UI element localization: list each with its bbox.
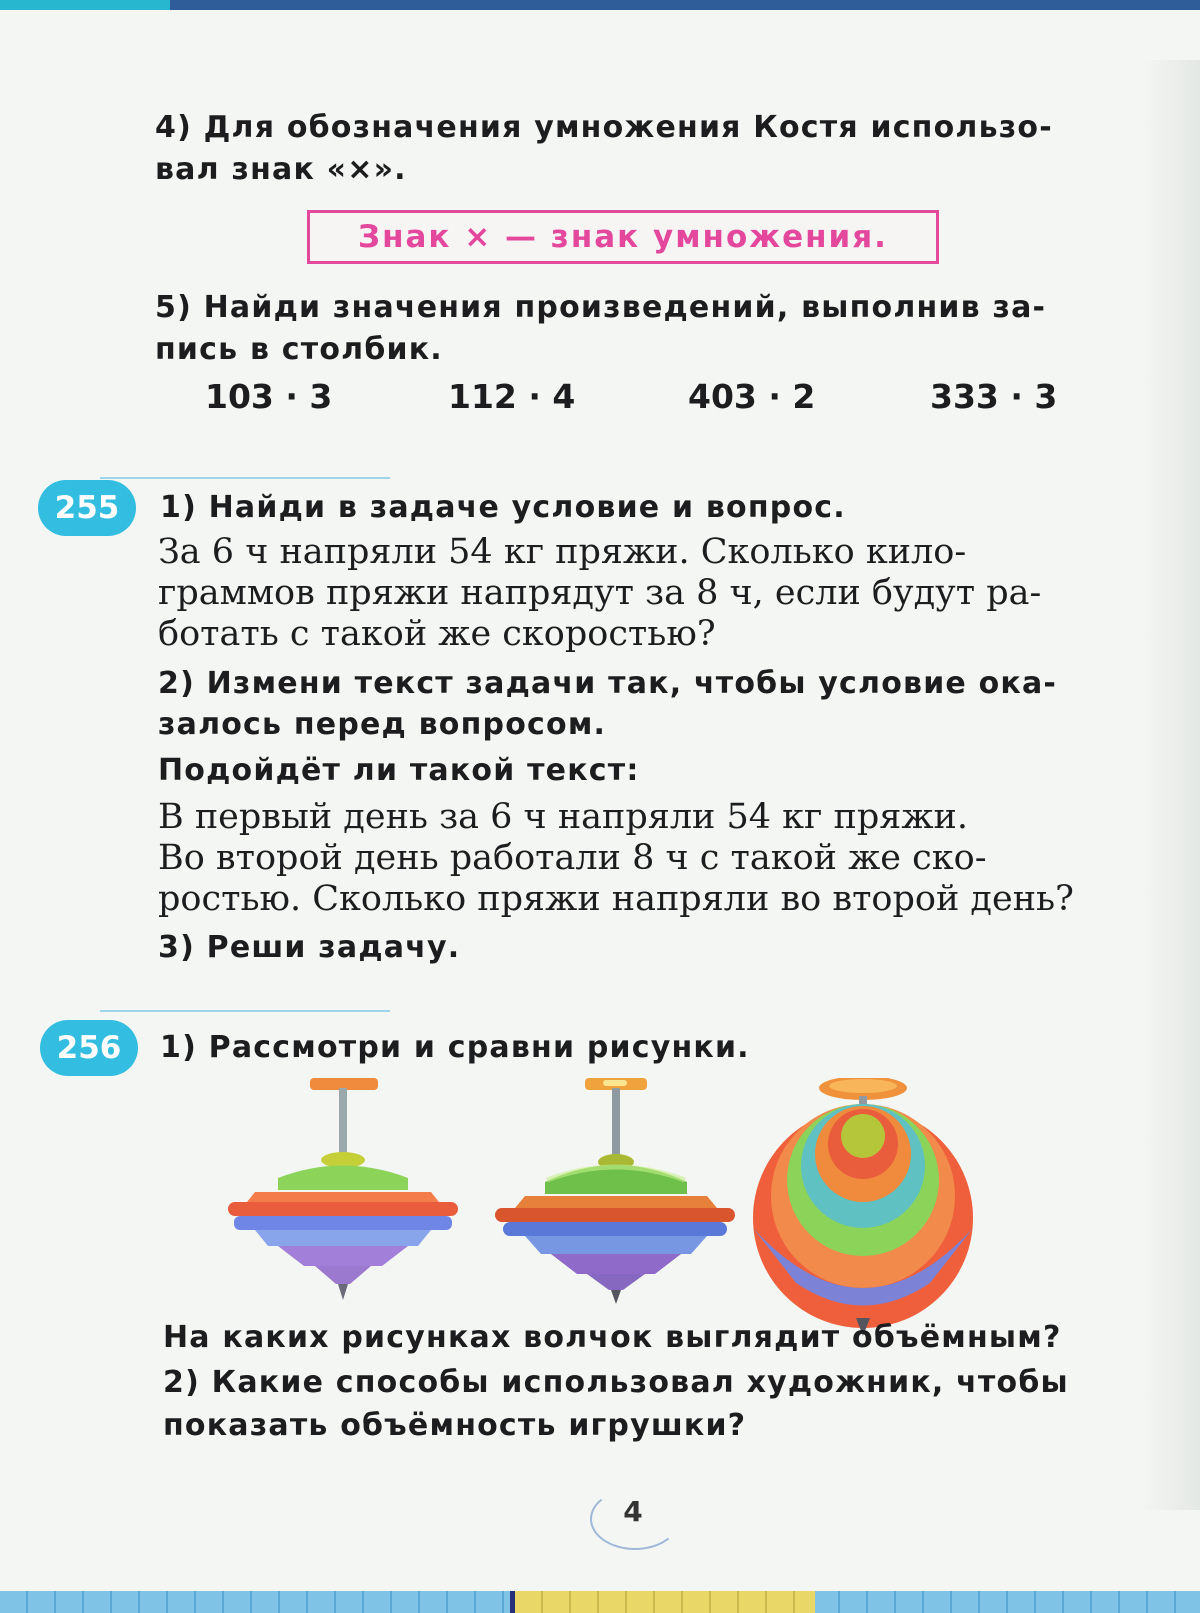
ex256-volume-question: На каких рисунках волчок выглядит объёмным? bbox=[163, 1320, 1062, 1355]
expression-2: 112 · 4 bbox=[448, 377, 576, 416]
task4-line1: 4) Для обозначения умножения Костя использо- bbox=[155, 110, 1053, 145]
task5-line2: пись в столбик. bbox=[155, 332, 443, 367]
ex256-question1: 1) Рассмотри и сравни рисунки. bbox=[160, 1030, 750, 1065]
ex255-question1: 1) Найди в задаче условие и вопрос. bbox=[160, 490, 846, 525]
ex255-question3: 3) Реши задачу. bbox=[158, 930, 461, 965]
spinning-tops-illustration bbox=[220, 1078, 1020, 1348]
exercise-256-badge: 256 bbox=[40, 1020, 138, 1076]
spinning-top-flat bbox=[228, 1078, 458, 1300]
page-edge-shadow bbox=[1140, 60, 1200, 1510]
top-color-bar bbox=[0, 0, 1200, 10]
expression-4: 333 · 3 bbox=[930, 377, 1058, 416]
ex255-alt-line1: В первый день за 6 ч напряли 54 кг пряжи. bbox=[158, 797, 968, 837]
rule-box: Знак × — знак умножения. bbox=[307, 210, 939, 264]
ex255-alt-line3: ростью. Сколько пряжи напряли во второй день? bbox=[158, 879, 1074, 919]
expression-3: 403 · 2 bbox=[688, 377, 816, 416]
task4-line2: вал знак «×». bbox=[155, 152, 407, 187]
ex255-alt-line2: Во второй день работали 8 ч с такой же ско- bbox=[158, 838, 987, 878]
spinning-top-volumetric bbox=[753, 1078, 973, 1336]
ex255-question2-line2: залось перед вопросом. bbox=[158, 707, 607, 742]
bottom-color-strip bbox=[0, 1591, 1200, 1613]
ex255-problem-line3: ботать с такой же скоростью? bbox=[158, 614, 716, 654]
exercise-256-rule bbox=[100, 1010, 390, 1012]
ex256-question2-line1: 2) Какие способы использовал художник, чтобы bbox=[163, 1365, 1069, 1400]
ex256-question2-line2: показать объёмность игрушки? bbox=[163, 1408, 747, 1443]
ex255-problem-line2: граммов пряжи напрядут за 8 ч, если будут ра- bbox=[158, 573, 1042, 613]
exercise-255-badge: 255 bbox=[38, 480, 136, 536]
ex255-question2-line1: 2) Измени текст задачи так, чтобы условие ока- bbox=[158, 666, 1058, 701]
page-number: 4 bbox=[623, 1495, 643, 1528]
task5-line1: 5) Найди значения произведений, выполнив за- bbox=[155, 290, 1047, 325]
exercise-255-rule bbox=[100, 477, 390, 479]
ex255-problem-line1: За 6 ч напряли 54 кг пряжи. Сколько кило- bbox=[158, 532, 967, 572]
expression-1: 103 · 3 bbox=[205, 377, 333, 416]
spinning-top-shaded bbox=[495, 1078, 735, 1304]
ex255-fit-question: Подойдёт ли такой текст: bbox=[158, 753, 640, 788]
